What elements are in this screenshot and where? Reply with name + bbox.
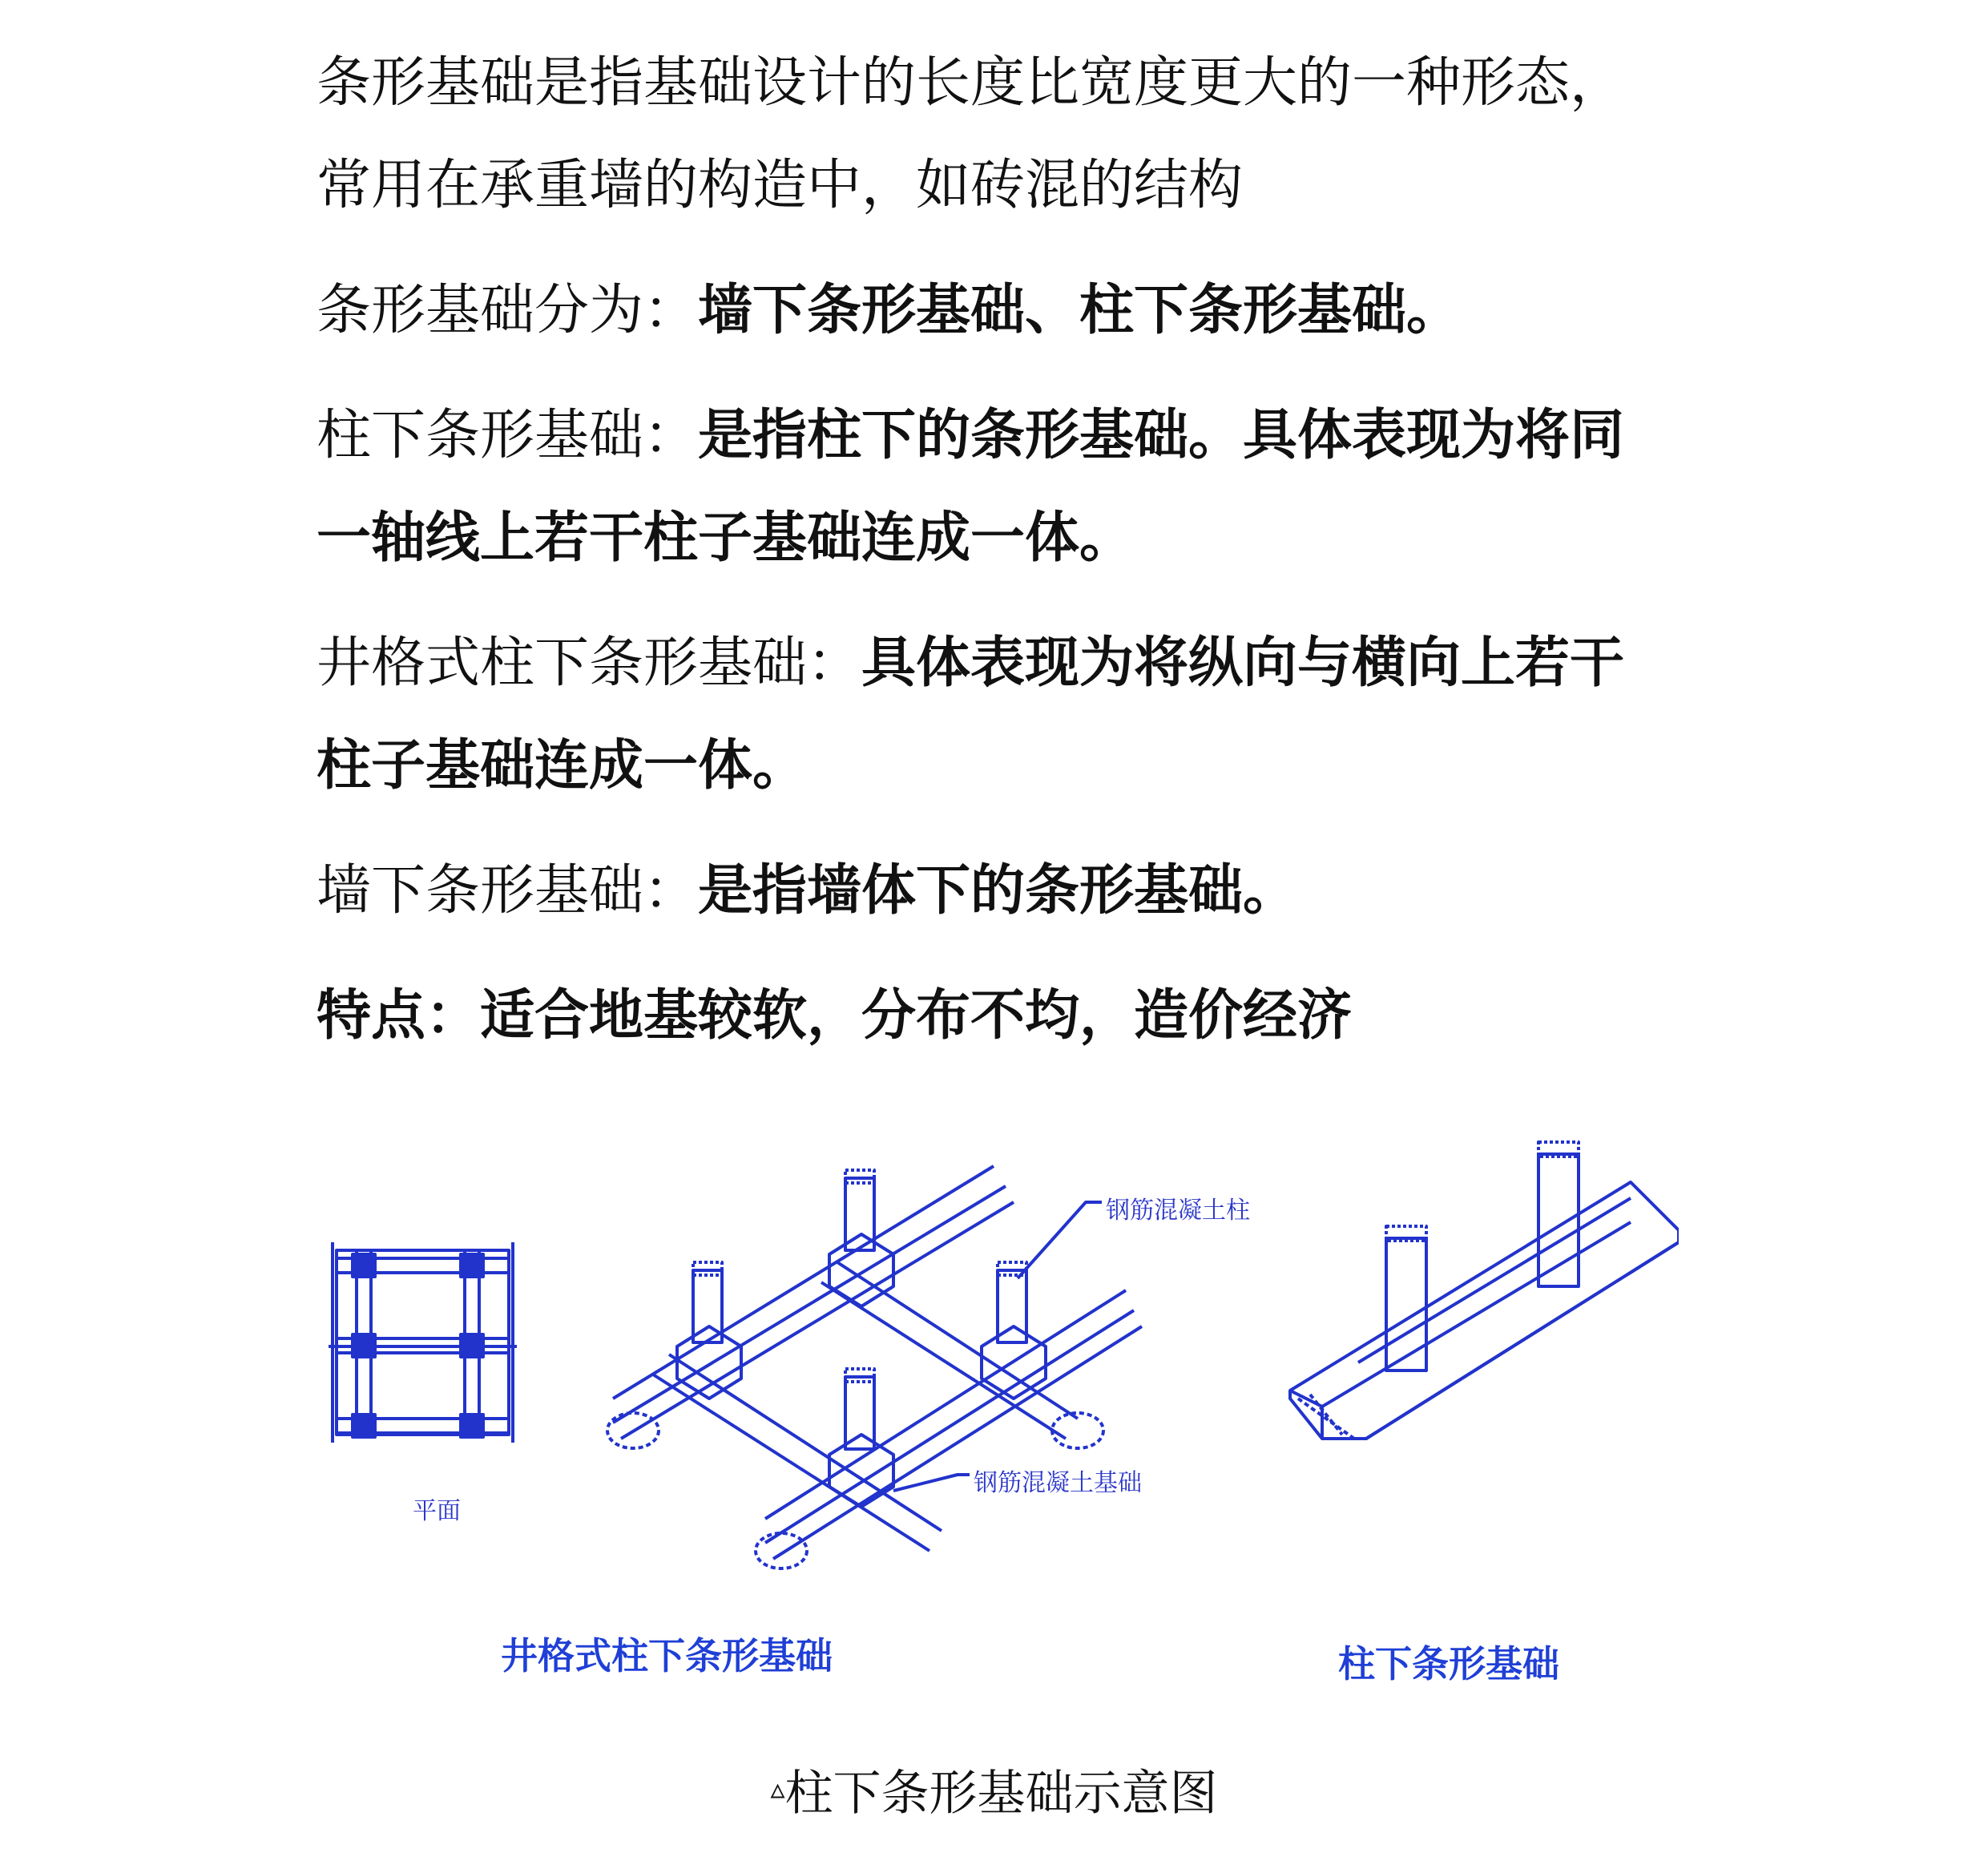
intro-text: 条形基础是指基础设计的长度比宽度更大的一种形态，常用在承重墙的构造中，如砖混的结构 [317, 51, 1625, 217]
grid-footing-label: 井格式柱下条形基础： [317, 632, 862, 695]
column-footing-label: 柱下条形基础： [317, 404, 699, 467]
grid-footing-strong: 具体表现为将纵向与横向上若干柱子基础连成一体。 [317, 632, 1625, 797]
types-strong: 墙下条形基础、柱下条形基础。 [698, 279, 1462, 342]
wall-footing-label: 墙下条形基础： [317, 859, 699, 922]
article-body [317, 32, 1671, 1090]
grid-foundation-title: 井格式柱下条形基础 [501, 1634, 833, 1677]
features-strong: 特点：适合地基较软，分布不均，造价经济 [317, 984, 1353, 1048]
footing-label: 钢筋混凝土基础 [974, 1469, 1142, 1497]
plan-label: 平面 [413, 1497, 461, 1525]
foundation-diagram [317, 1122, 1679, 1715]
types-label: 条形基础分为： [317, 279, 699, 342]
wall-footing-strong: 是指墙体下的条形基础。 [698, 859, 1298, 922]
paragraph-grid-footing [317, 612, 1671, 817]
caption-triangle-icon: ▵ [770, 1773, 785, 1806]
paragraph-column-footing [317, 385, 1671, 590]
column-footing-strong: 是指柱下的条形基础。具体表现为将同一轴线上若干柱子基础连成一体。 [317, 404, 1625, 570]
paragraph-intro [317, 32, 1671, 237]
paragraph-features [317, 965, 1671, 1068]
strip-foundation-title: 柱下条形基础 [1338, 1642, 1559, 1685]
column-label: 钢筋混凝土柱 [1106, 1197, 1250, 1225]
grid-foundation-drawing [607, 1166, 1142, 1568]
paragraph-wall-footing [317, 840, 1671, 943]
figure-caption [0, 1755, 1988, 1824]
caption-text: 柱下条形基础示意图 [784, 1766, 1218, 1822]
plan-view-drawing [329, 1242, 517, 1443]
paragraph-types [317, 260, 1671, 362]
strip-foundation-drawing [1290, 1142, 1679, 1439]
foundation-figure [317, 1122, 1679, 1715]
